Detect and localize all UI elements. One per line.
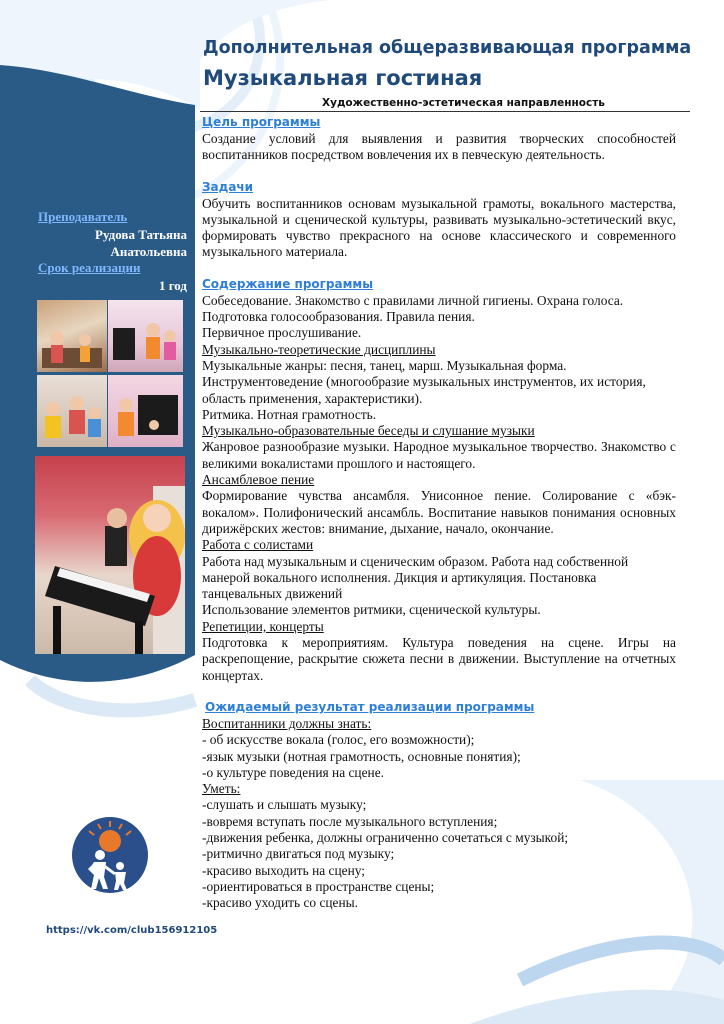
section-theory-line: Инструментоведение (многообразие музыкальных инструментов, их история, область применения, характеристики). — [202, 374, 646, 406]
section-rehearsals-line: Подготовка к мероприятиям. Культура поведения на сцене. Игры на раскрепощение, раскрытие сюжета песни в движении. Выступление на отчетных концертах. — [202, 635, 676, 683]
section-theory-title: Музыкально-теоретические дисциплины — [202, 341, 436, 357]
section-theory-line: Ритмика. Нотная грамотность. — [202, 406, 377, 422]
results-know-title: Воспитанники должны знать: — [202, 715, 372, 731]
results-can-item: -слушать и слышать музыку; — [202, 797, 367, 813]
program-subtitle: Дополнительная общеразвивающая программа — [203, 38, 692, 58]
content-heading: Содержание программы — [202, 276, 374, 291]
results-heading: Ожидаемый результат реализации программы — [205, 699, 535, 714]
teacher-label: Преподаватель — [38, 209, 128, 224]
program-title: Музыкальная гостиная — [203, 66, 483, 90]
section-ensemble-title: Ансамблевое пение — [202, 472, 315, 488]
content-line: Первичное прослушивание. — [202, 325, 362, 341]
results-can-title: Уметь: — [202, 781, 241, 797]
header-divider — [200, 111, 690, 112]
term-label: Срок реализации — [38, 260, 141, 275]
content-line: Подготовка голосообразования. Правила пения. — [202, 309, 475, 325]
results-can-item: -ориентироваться в пространстве сцены; — [202, 878, 435, 894]
results-can-item: -вовремя вступать после музыкального вступления; — [202, 813, 498, 829]
results-can-item: -красиво выходить на сцену; — [202, 862, 366, 878]
section-theory-line: Музыкальные жанры: песня, танец, марш. Музыкальная форма. — [202, 357, 567, 373]
goal-text: Создание условий для выявления и развития творческих способностей воспитанников посредством вовлечения их в певческую деятельность. — [202, 131, 676, 163]
results-know-item: -язык музыки (нотная грамотность, основные понятия); — [202, 748, 521, 764]
section-rehearsals-title: Репетиции, концерты — [202, 618, 324, 634]
section-soloists-line: Использование элементов ритмики, сценической культуры. — [202, 602, 541, 618]
tasks-text: Обучить воспитанников основам музыкальной грамоты, вокального мастерства, музыкальной и сценической культуры, развивать музыкально-эстетический вкус, формировать чувство прекрасного на основе классического и современного музыкального материала. — [202, 195, 676, 260]
results-can-item: -движения ребенка, должны ограниченно сочетаться с музыкой; — [202, 829, 569, 845]
photo-piano-room — [108, 300, 183, 372]
results-can-item: -красиво уходить со сцены. — [202, 895, 359, 911]
section-listening-title: Музыкально-образовательные беседы и слушание музыки — [202, 423, 535, 439]
content-line: Собеседование. Знакомство с правилами личной гигиены. Охрана голоса. — [202, 292, 624, 308]
results-can-item: -ритмично двигаться под музыку; — [202, 846, 395, 862]
teacher-name-line1: Рудова Татьяна — [95, 227, 187, 242]
teacher-name-line2: Анатольевна — [110, 244, 187, 259]
results-know-item: -о культуре поведения на сцене. — [202, 764, 384, 780]
term-value: 1 год — [158, 278, 187, 293]
photo-boy-at-piano — [35, 456, 185, 654]
tasks-heading: Задачи — [202, 179, 254, 194]
section-soloists-title: Работа с солистами — [202, 537, 314, 553]
results-know-item: - об искусстве вокала (голос, его возможности); — [202, 732, 475, 748]
section-listening-line: Жанровое разнообразие музыки. Народное музыкальное творчество. Знакомство с великими вокалистами прошлого и настоящего. — [202, 439, 676, 471]
program-direction: Художественно-эстетическая направленность — [322, 97, 605, 109]
vk-link[interactable]: https://vk.com/club156912105 — [46, 925, 218, 936]
photo-kids-room — [37, 300, 107, 372]
section-ensemble-line: Формирование чувства ансамбля. Унисонное пение. Солирование с «бэк-вокалом». Полифонический ансамбль. Воспитание навыков понимания основных дирижёрских жестов: внимание, дыхание, начало, окончание. — [202, 488, 676, 536]
logo — [70, 815, 150, 895]
photo-piano-lesson — [108, 375, 183, 447]
section-soloists-line: Работа над музыкальным и сценическим образом. Работа над собственной манерой вокального исполнения. Дикция и артикуляция. Постановка танцевальных движений — [202, 553, 629, 602]
main-content — [202, 114, 676, 911]
photo-children-group — [37, 375, 107, 447]
goal-heading: Цель программы — [202, 115, 321, 129]
